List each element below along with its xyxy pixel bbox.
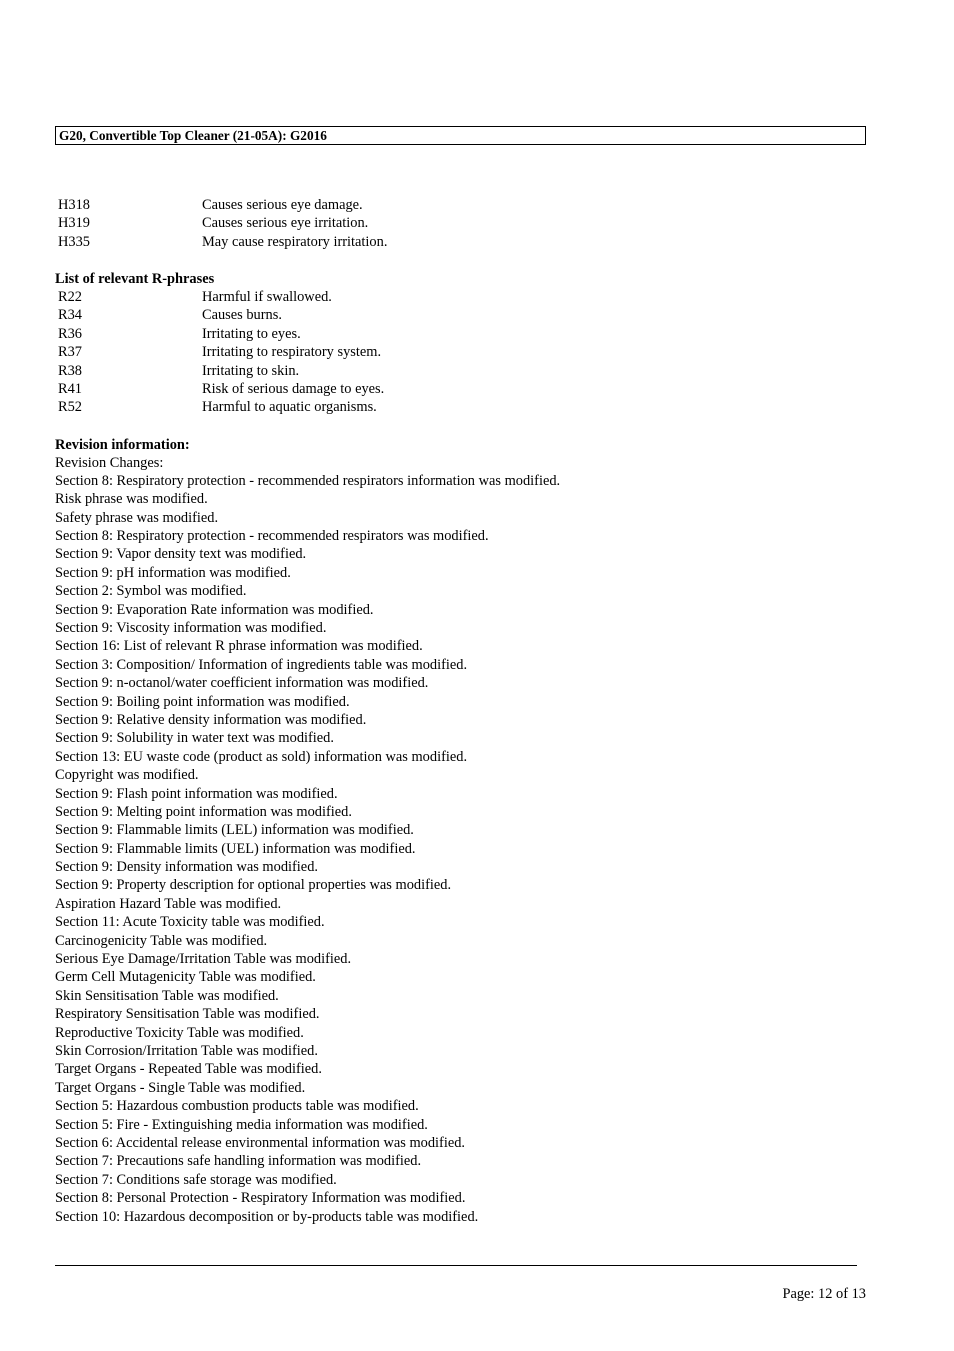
revision-line: Section 9: Relative density information was modified. bbox=[55, 711, 367, 728]
revision-line: Section 9: Property description for optional properties was modified. bbox=[55, 877, 452, 894]
page-number: Page: 12 of 13 bbox=[782, 1286, 866, 1302]
r-phrase-code: R41 bbox=[58, 380, 82, 397]
revision-line: Skin Corrosion/Irritation Table was modified. bbox=[55, 1043, 318, 1059]
revision-line: Section 11: Acute Toxicity table was modified. bbox=[55, 914, 325, 931]
revision-line: Section 6: Accidental release environmental information was modified. bbox=[55, 1134, 466, 1151]
revision-line: Copyright was modified. bbox=[55, 767, 199, 784]
revision-changes-list bbox=[55, 454, 560, 1226]
revision-line: Section 8: Personal Protection - Respiratory Information was modified. bbox=[55, 1190, 466, 1207]
r-phrase-code: R22 bbox=[58, 289, 82, 305]
revision-line: Section 13: EU waste code (product as sold) information was modified. bbox=[55, 748, 468, 765]
document-header bbox=[55, 126, 866, 145]
revision-line: Aspiration Hazard Table was modified. bbox=[55, 895, 282, 912]
revision-line: Section 10: Hazardous decomposition or by-products table was modified. bbox=[55, 1208, 479, 1225]
revision-line: Germ Cell Mutagenicity Table was modified. bbox=[55, 969, 316, 986]
revision-line: Section 9: Melting point information was modified. bbox=[55, 803, 352, 820]
r-phrase-text: Causes burns. bbox=[202, 307, 282, 324]
revision-line: Safety phrase was modified. bbox=[55, 509, 219, 526]
r-phrase-text: Risk of serious damage to eyes. bbox=[202, 380, 385, 397]
r-phrase-code: R38 bbox=[58, 362, 82, 379]
revision-line: Section 2: Symbol was modified. bbox=[55, 583, 247, 600]
revision-line: Risk phrase was modified. bbox=[55, 491, 208, 508]
revision-heading: Revision information: bbox=[55, 437, 190, 453]
r-phrase-text: Irritating to eyes. bbox=[202, 325, 301, 342]
revision-line: Section 9: Evaporation Rate information was modified. bbox=[55, 601, 374, 618]
revision-line: Section 9: Solubility in water text was modified. bbox=[55, 730, 334, 747]
revision-line: Section 7: Precautions safe handling information was modified. bbox=[55, 1153, 422, 1170]
r-phrase-code: R36 bbox=[58, 325, 82, 342]
footer-divider bbox=[55, 1265, 857, 1266]
hazard-code: H319 bbox=[58, 215, 90, 232]
r-phrases-heading: List of relevant R-phrases bbox=[55, 271, 215, 287]
revision-line: Section 8: Respiratory protection - recommended respirators information was modified. bbox=[55, 472, 561, 489]
r-phrase-code: R37 bbox=[58, 344, 82, 361]
revision-line: Skin Sensitisation Table was modified. bbox=[55, 987, 279, 1004]
revision-line: Section 5: Fire - Extinguishing media information was modified. bbox=[55, 1116, 428, 1133]
revision-line: Respiratory Sensitisation Table was modified. bbox=[55, 1006, 320, 1023]
revision-line: Section 5: Hazardous combustion products table was modified. bbox=[55, 1098, 419, 1115]
revision-line: Section 9: Flash point information was modified. bbox=[55, 785, 338, 802]
revision-line: Section 9: n-octanol/water coefficient information was modified. bbox=[55, 675, 429, 692]
revision-line: Serious Eye Damage/Irritation Table was modified. bbox=[55, 951, 352, 968]
r-phrase-text: Harmful if swallowed. bbox=[202, 289, 332, 305]
hazard-text: Causes serious eye irritation. bbox=[202, 215, 369, 232]
hazard-code: H335 bbox=[58, 233, 90, 250]
document-title: G20, Convertible Top Cleaner (21-05A): G2016 bbox=[59, 128, 327, 143]
revision-line: Section 9: Vapor density text was modified. bbox=[55, 546, 307, 563]
r-phrase-code: R52 bbox=[58, 399, 82, 416]
hazard-text: May cause respiratory irritation. bbox=[202, 233, 388, 250]
revision-line: Carcinogenicity Table was modified. bbox=[55, 932, 268, 949]
r-phrase-code: R34 bbox=[58, 307, 82, 324]
revision-line: Section 7: Conditions safe storage was modified. bbox=[55, 1171, 337, 1188]
revision-line: Revision Changes: bbox=[55, 454, 164, 471]
revision-line: Section 3: Composition/ Information of ingredients table was modified. bbox=[55, 656, 468, 673]
r-phrase-text: Irritating to respiratory system. bbox=[202, 344, 382, 361]
revision-line: Section 9: Flammable limits (UEL) information was modified. bbox=[55, 840, 416, 857]
revision-line: Section 9: pH information was modified. bbox=[55, 564, 291, 581]
r-phrase-text: Harmful to aquatic organisms. bbox=[202, 399, 377, 416]
revision-line: Section 9: Boiling point information was modified. bbox=[55, 693, 350, 710]
revision-line: Section 8: Respiratory protection - recommended respirators was modified. bbox=[55, 528, 489, 545]
r-phrase-text: Irritating to skin. bbox=[202, 362, 300, 379]
revision-line: Reproductive Toxicity Table was modified. bbox=[55, 1024, 304, 1041]
revision-line: Target Organs - Single Table was modified. bbox=[55, 1079, 306, 1096]
revision-line: Target Organs - Repeated Table was modified. bbox=[55, 1061, 322, 1078]
revision-line: Section 9: Flammable limits (LEL) information was modified. bbox=[55, 822, 414, 839]
revision-line: Section 16: List of relevant R phrase information was modified. bbox=[55, 638, 423, 655]
hazard-code: H318 bbox=[58, 197, 90, 213]
revision-line: Section 9: Viscosity information was modified. bbox=[55, 620, 327, 637]
revision-line: Section 9: Density information was modified. bbox=[55, 859, 318, 876]
hazard-text: Causes serious eye damage. bbox=[202, 197, 363, 213]
